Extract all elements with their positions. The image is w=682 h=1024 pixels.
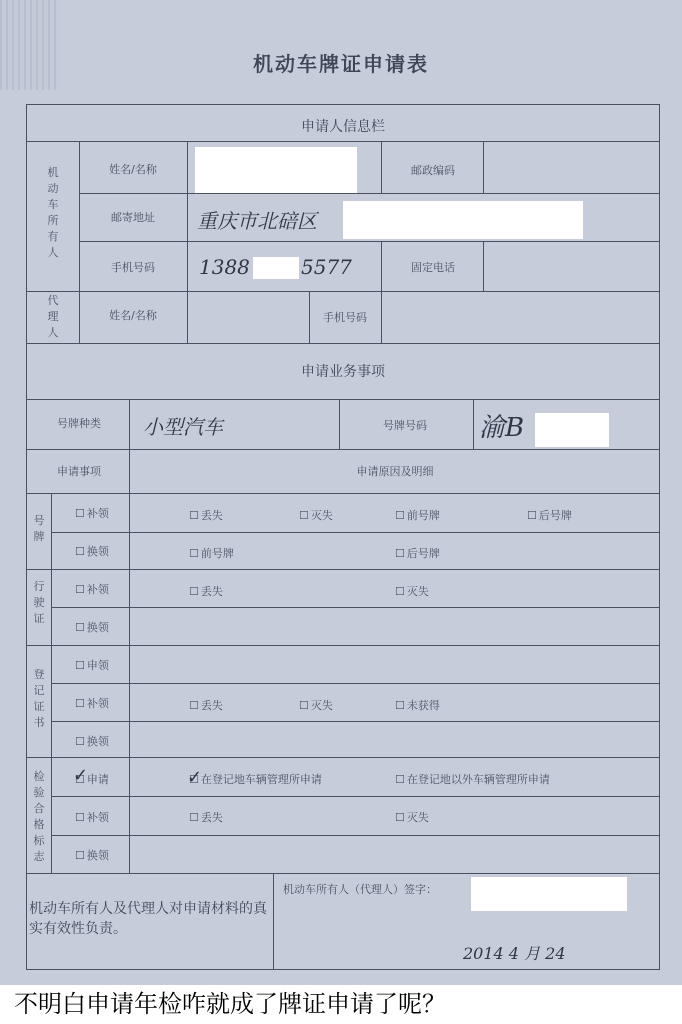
plate-group-label: 号 牌 — [33, 514, 45, 543]
caption-banner: 不明白申请年检咋就成了牌证申请了呢？ — [0, 985, 682, 1024]
mobile-value-b: 5577 — [301, 255, 352, 279]
postcode-label: 邮政编码 — [411, 164, 455, 177]
form-title: 机动车牌证申请表 — [253, 52, 429, 76]
reason-label: 申请原因及明细 — [356, 465, 434, 478]
plate-destroyed-checkbox[interactable]: ☐ 灭失 — [299, 507, 333, 523]
redacted-owner-name — [195, 147, 357, 193]
inspect-apply-checkbox[interactable]: ☐ 申请 — [75, 771, 109, 787]
plate-front-checkbox[interactable]: ☐ 前号牌 — [395, 507, 440, 523]
date-value: 2014 4 月 24 — [463, 944, 566, 963]
cert-lost-checkbox[interactable]: ☐ 丢失 — [189, 697, 223, 713]
replace-rear-checkbox[interactable]: ☐ 后号牌 — [395, 545, 440, 561]
application-item-label: 申请事项 — [57, 465, 101, 478]
license-destroyed-checkbox[interactable]: ☐ 灭失 — [395, 583, 429, 599]
redacted-address — [343, 201, 583, 239]
plate-reapply-checkbox[interactable]: ☐ 补领 — [75, 505, 109, 521]
landline-label: 固定电话 — [411, 261, 455, 274]
inspect-other-checkbox[interactable]: ☐ 在登记地以外车辆管理所申请 — [395, 771, 550, 787]
plate-replace-checkbox[interactable]: ☐ 换领 — [75, 543, 109, 559]
plate-type-value: 小型汽车 — [143, 415, 223, 439]
inspect-local-checkbox[interactable]: ☐ 在登记地车辆管理所申请 — [189, 771, 322, 787]
redacted-signature — [471, 877, 627, 911]
inspect-reapply-checkbox[interactable]: ☐ 补领 — [75, 809, 109, 825]
owner-name-label: 姓名/名称 — [109, 163, 157, 176]
cert-apply-checkbox[interactable]: ☐ 申领 — [75, 657, 109, 673]
cert-reapply-checkbox[interactable]: ☐ 补领 — [75, 695, 109, 711]
declaration-text: 机动车所有人及代理人对申请材料的真实有效性负责。 — [29, 901, 267, 937]
cert-group-label: 登 记 证 书 — [33, 668, 45, 729]
license-group-label: 行 驶 证 — [33, 580, 45, 625]
inspect-apply-checkmark: ✓ — [73, 765, 89, 786]
signature-label: 机动车所有人（代理人）签字： — [283, 883, 437, 896]
inspect-group-label: 检 验 合 格 标 志 — [33, 770, 45, 863]
owner-label: 机 动 车 所 有 人 — [47, 166, 59, 259]
cert-destroyed-checkbox[interactable]: ☐ 灭失 — [299, 697, 333, 713]
plate-type-label: 号牌种类 — [57, 417, 101, 430]
replace-front-checkbox[interactable]: ☐ 前号牌 — [189, 545, 234, 561]
inspect-lost-checkbox[interactable]: ☐ 丢失 — [189, 809, 223, 825]
mobile-label: 手机号码 — [111, 261, 155, 274]
plate-lost-checkbox[interactable]: ☐ 丢失 — [189, 507, 223, 523]
form-table — [26, 104, 660, 970]
cert-replace-checkbox[interactable]: ☐ 换领 — [75, 733, 109, 749]
mobile-value-a: 1388 — [199, 255, 250, 279]
redacted-plate-number — [535, 413, 609, 447]
inspect-local-checkmark: ✓ — [187, 767, 203, 788]
address-label: 邮寄地址 — [111, 211, 155, 224]
business-section-header: 申请业务事项 — [301, 364, 385, 380]
agent-mobile-label: 手机号码 — [323, 311, 367, 324]
license-reapply-checkbox[interactable]: ☐ 补领 — [75, 581, 109, 597]
plate-number-value: 渝B — [479, 413, 525, 443]
inspect-replace-checkbox[interactable]: ☐ 换领 — [75, 847, 109, 863]
agent-name-label: 姓名/名称 — [109, 309, 157, 322]
agent-label: 代 理 人 — [47, 294, 59, 339]
address-value: 重庆市北碚区 — [197, 209, 317, 233]
inspect-destroyed-checkbox[interactable]: ☐ 灭失 — [395, 809, 429, 825]
cert-not-obtained-checkbox[interactable]: ☐ 未获得 — [395, 697, 440, 713]
applicant-section-header: 申请人信息栏 — [301, 119, 385, 135]
redacted-mobile — [253, 257, 299, 279]
plate-rear-checkbox[interactable]: ☐ 后号牌 — [527, 507, 572, 523]
plate-number-label: 号牌号码 — [383, 419, 427, 432]
license-replace-checkbox[interactable]: ☐ 换领 — [75, 619, 109, 635]
license-lost-checkbox[interactable]: ☐ 丢失 — [189, 583, 223, 599]
